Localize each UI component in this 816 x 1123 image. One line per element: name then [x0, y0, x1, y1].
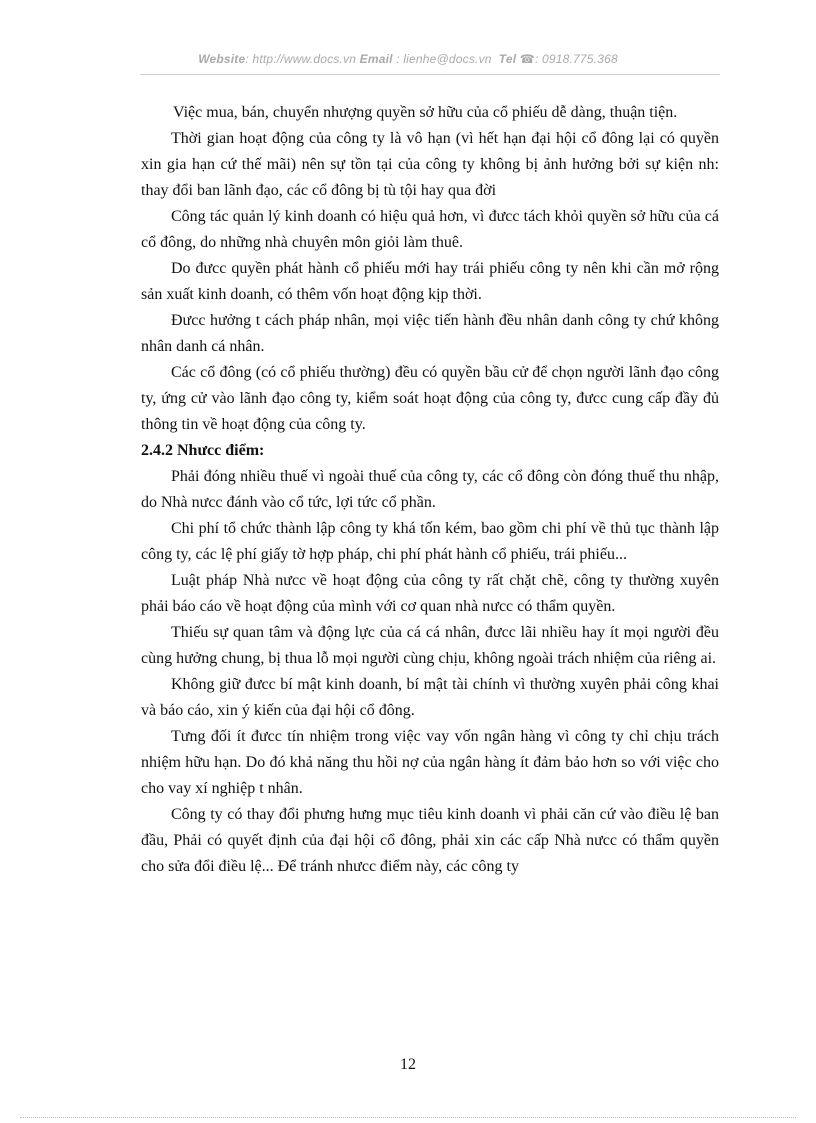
paragraph: Công tác quản lý kinh doanh có hiệu quả hơn, vì đưcc tách khỏi quyền sở hữu của cá cổ đông, do những nhà chuyên môn giỏi làm thuê.: [141, 208, 719, 251]
section-heading: 2.4.2 Nhưcc điểm:: [141, 442, 265, 459]
paragraph: Các cổ đông (có cổ phiếu thường) đều có quyền bầu cử để chọn người lãnh đạo công ty, ứng cử vào lãnh đạo công ty, kiểm soát hoạt động của công ty, đưcc cung cấp đầy đủ thông tin về hoạt động của công ty.: [141, 364, 719, 433]
phone-icon: ☎: [519, 52, 535, 66]
header-divider: [140, 74, 720, 75]
document-body: [141, 100, 719, 880]
page-header: [0, 52, 816, 66]
website-value: : http://www.docs.vn: [245, 52, 357, 66]
paragraph: Do đưcc quyền phát hành cổ phiếu mới hay trái phiếu công ty nên khi cần mở rộng sản xuất kinh doanh, có thêm vốn hoạt động kịp thời.: [141, 260, 719, 303]
paragraph: Phải đóng nhiều thuế vì ngoài thuế của công ty, các cổ đông còn đóng thuế thu nhập, do Nhà nưcc đánh vào cổ tức, lợi tức cổ phần.: [141, 468, 719, 511]
paragraph: Luật pháp Nhà nưcc về hoạt động của công ty rất chặt chẽ, công ty thường xuyên phải báo cáo về hoạt động của mình với cơ quan nhà nưcc có thẩm quyền.: [141, 572, 719, 615]
paragraph: Công ty có thay đổi phưng hưng mục tiêu kinh doanh vì phải căn cứ vào điều lệ ban đầu, Phải có quyết định của đại hội cổ đông, phải xin các cấp Nhà nưcc có thẩm quyền cho sửa đổi điều lệ... Để tránh nhưcc điểm này, các công ty: [141, 806, 719, 875]
email-value: : lienhe@docs.vn: [396, 52, 492, 66]
page-number: 12: [400, 1056, 416, 1073]
paragraph: Thiếu sự quan tâm và động lực của cá cá nhân, đưcc lãi nhiều hay ít mọi người đều cùng hưởng chung, bị thua lỗ mọi người cùng chịu, không ngoài trách nhiệm của riêng ai.: [141, 624, 719, 667]
tel-label: Tel: [498, 52, 517, 66]
paragraph: Không giữ đưcc bí mật kinh doanh, bí mật tài chính vì thường xuyên phải công khai và báo cáo, xin ý kiến của đại hội cổ đông.: [141, 676, 719, 719]
email-label: Email: [359, 52, 393, 66]
footer-divider: [20, 1117, 796, 1118]
paragraph: Tưng đối ít đưcc tín nhiệm trong việc vay vốn ngân hàng vì công ty chỉ chịu trách nhiệm hữu hạn. Do đó khả năng thu hồi nợ của ngân hàng ít đảm bảo hơn so với việc cho cho vay xí nghiệp t nhân.: [141, 728, 719, 797]
tel-value: : 0918.775.368: [534, 52, 618, 66]
paragraph: Chi phí tổ chức thành lập công ty khá tốn kém, bao gồm chi phí về thủ tục thành lập công ty, các lệ phí giấy tờ hợp pháp, chi phí phát hành cổ phiếu, trái phiếu...: [141, 520, 719, 563]
paragraph: Thời gian hoạt động của công ty là vô hạn (vì hết hạn đại hội cổ đông lại có quyền xin gia hạn cứ thế mãi) nên sự tồn tại của công ty không bị ảnh hưởng bởi sự kiện nh: thay đổi ban lãnh đạo, các cổ đông bị tù tội hay qua đời: [141, 130, 719, 199]
website-label: Website: [198, 52, 246, 66]
paragraph: Đưcc hưởng t cách pháp nhân, mọi việc tiến hành đều nhân danh công ty chứ không nhân danh cá nhân.: [141, 312, 719, 355]
paragraph: Việc mua, bán, chuyển nhượng quyền sở hữu của cổ phiếu dễ dàng, thuận tiện.: [173, 104, 678, 121]
